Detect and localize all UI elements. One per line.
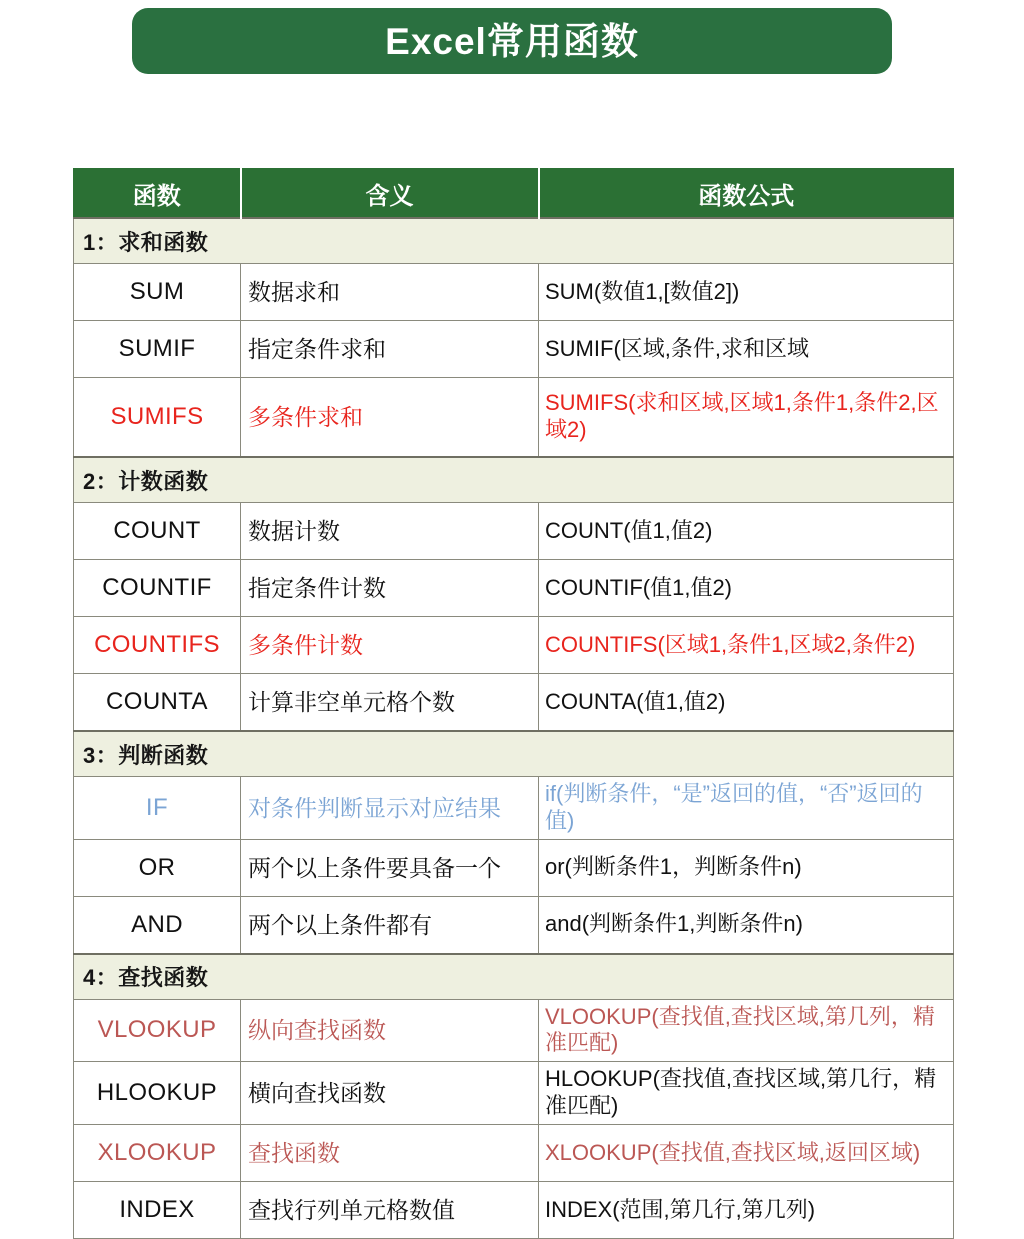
cell-function-formula: SUMIF(区域,条件,求和区域 xyxy=(539,321,954,378)
cell-function-name: COUNT xyxy=(74,503,241,560)
cell-function-formula: XLOOKUP(查找值,查找区域,返回区域) xyxy=(539,1124,954,1181)
table-row xyxy=(74,896,954,954)
page-title: Excel常用函数 xyxy=(385,20,639,62)
table-row xyxy=(74,321,954,378)
cell-function-meaning: 指定条件计数 xyxy=(241,560,539,617)
cell-function-meaning: 多条件求和 xyxy=(241,378,539,458)
cell-function-name: SUMIFS xyxy=(74,378,241,458)
table-row xyxy=(74,1124,954,1181)
title-banner xyxy=(132,8,892,74)
cell-function-formula: if(判断条件，“是”返回的值，“否”返回的值) xyxy=(539,777,954,840)
cell-function-name: COUNTIFS xyxy=(74,617,241,674)
cell-function-formula: COUNTIF(值1,值2) xyxy=(539,560,954,617)
cell-function-name: AND xyxy=(74,896,241,954)
cell-function-formula: COUNT(值1,值2) xyxy=(539,503,954,560)
cell-function-name: SUM xyxy=(74,264,241,321)
table-header xyxy=(74,169,954,219)
table-row xyxy=(74,1181,954,1238)
section-row xyxy=(74,731,954,777)
column-header-formula: 函数公式 xyxy=(539,169,954,219)
table-row xyxy=(74,777,954,840)
cell-function-meaning: 两个以上条件都有 xyxy=(241,896,539,954)
cell-function-formula: SUMIFS(求和区域,区域1,条件1,条件2,区域2) xyxy=(539,378,954,458)
functions-table xyxy=(73,168,954,1239)
table-row xyxy=(74,839,954,896)
cell-function-formula: and(判断条件1,判断条件n) xyxy=(539,896,954,954)
cell-function-name: XLOOKUP xyxy=(74,1124,241,1181)
cell-function-meaning: 数据计数 xyxy=(241,503,539,560)
cell-function-name: COUNTA xyxy=(74,674,241,732)
section-label: 2：计数函数 xyxy=(74,457,954,503)
table-row xyxy=(74,378,954,458)
cell-function-formula: or(判断条件1，判断条件n) xyxy=(539,839,954,896)
cell-function-meaning: 横向查找函数 xyxy=(241,1062,539,1125)
cell-function-meaning: 计算非空单元格个数 xyxy=(241,674,539,732)
cell-function-name: VLOOKUP xyxy=(74,999,241,1062)
cell-function-meaning: 数据求和 xyxy=(241,264,539,321)
section-row xyxy=(74,218,954,264)
cell-function-meaning: 查找行列单元格数值 xyxy=(241,1181,539,1238)
cell-function-name: HLOOKUP xyxy=(74,1062,241,1125)
title-banner-container xyxy=(0,0,1024,74)
table-row xyxy=(74,503,954,560)
table-row xyxy=(74,674,954,732)
section-row xyxy=(74,954,954,1000)
section-row xyxy=(74,457,954,503)
cell-function-name: SUMIF xyxy=(74,321,241,378)
cell-function-name: INDEX xyxy=(74,1181,241,1238)
table-row xyxy=(74,560,954,617)
cell-function-meaning: 查找函数 xyxy=(241,1124,539,1181)
table-row xyxy=(74,999,954,1062)
table-row xyxy=(74,1062,954,1125)
cell-function-formula: VLOOKUP(查找值,查找区域,第几列，精准匹配) xyxy=(539,999,954,1062)
cell-function-name: IF xyxy=(74,777,241,840)
section-label: 1：求和函数 xyxy=(74,218,954,264)
table-row xyxy=(74,264,954,321)
cell-function-formula: COUNTA(值1,值2) xyxy=(539,674,954,732)
cell-function-name: OR xyxy=(74,839,241,896)
cell-function-meaning: 纵向查找函数 xyxy=(241,999,539,1062)
table-row xyxy=(74,617,954,674)
cell-function-formula: COUNTIFS(区域1,条件1,区域2,条件2) xyxy=(539,617,954,674)
section-label: 4：查找函数 xyxy=(74,954,954,1000)
table-body xyxy=(74,218,954,1238)
cell-function-meaning: 对条件判断显示对应结果 xyxy=(241,777,539,840)
cell-function-name: COUNTIF xyxy=(74,560,241,617)
cell-function-meaning: 指定条件求和 xyxy=(241,321,539,378)
cell-function-formula: INDEX(范围,第几行,第几列) xyxy=(539,1181,954,1238)
table-header-row xyxy=(74,169,954,219)
functions-table-container xyxy=(73,168,953,1239)
column-header-meaning: 含义 xyxy=(241,169,539,219)
cell-function-meaning: 两个以上条件要具备一个 xyxy=(241,839,539,896)
section-label: 3：判断函数 xyxy=(74,731,954,777)
column-header-function: 函数 xyxy=(74,169,241,219)
cell-function-formula: HLOOKUP(查找值,查找区域,第几行，精准匹配) xyxy=(539,1062,954,1125)
cell-function-formula: SUM(数值1,[数值2]) xyxy=(539,264,954,321)
cell-function-meaning: 多条件计数 xyxy=(241,617,539,674)
